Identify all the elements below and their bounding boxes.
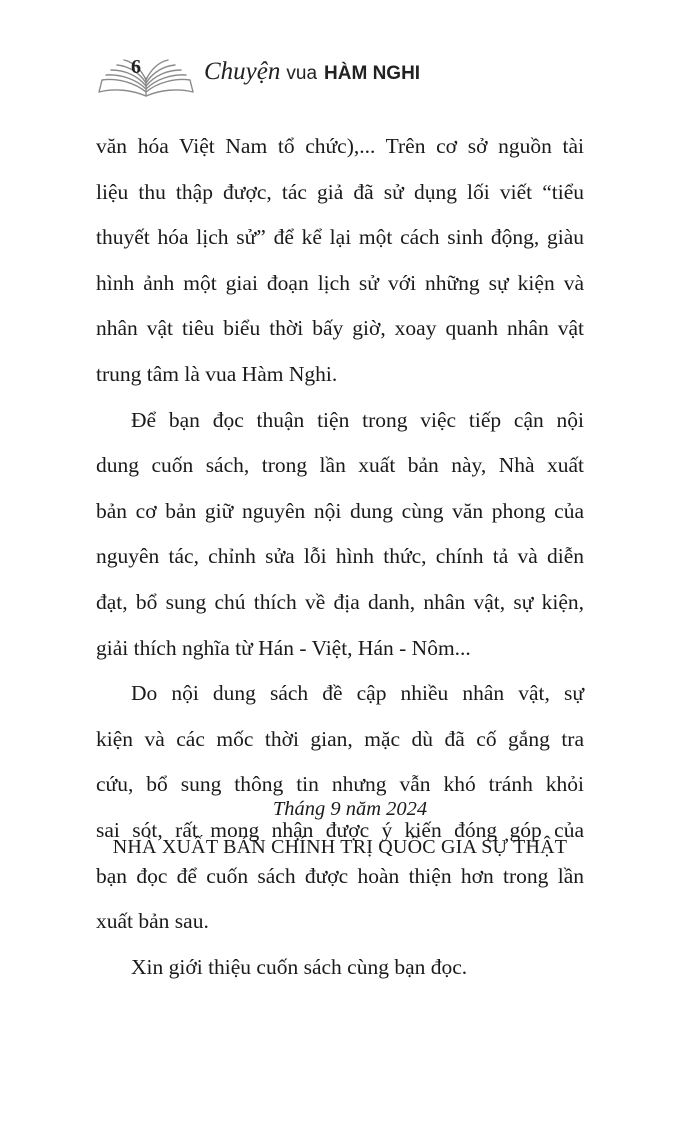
running-title — [204, 58, 420, 86]
paragraph — [96, 398, 584, 672]
text-line: Do nội dung sách đề cập nhiều nhân vật, sự — [131, 681, 584, 706]
text-line: xuất bản sau. — [96, 909, 209, 934]
open-book-icon — [96, 48, 196, 100]
text-line: liệu thu thập được, tác giả đã sử dụng lối viết “tiểu — [96, 179, 584, 204]
text-line: trung tâm là vua Hàm Nghi. — [96, 361, 338, 386]
text-line: nguyên tác, chỉnh sửa lỗi hình thức, chính tả và diễn — [96, 544, 584, 569]
text-line: dung cuốn sách, trong lần xuất bản này, Nhà xuất — [96, 453, 584, 478]
text-line: hình ảnh một giai đoạn lịch sử với những sự kiện và — [96, 270, 584, 295]
text-line: văn hóa Việt Nam tổ chức),... Trên cơ sở nguồn tài — [96, 134, 584, 158]
running-title-bold: HÀM NGHI — [324, 63, 421, 84]
text-line: bản cơ bản giữ nguyên nội dung cùng văn phong của — [96, 498, 584, 523]
running-title-script: Chuyện — [204, 58, 281, 85]
paragraph — [96, 124, 584, 398]
text-line: giải thích nghĩa từ Hán - Việt, Hán - Nôm... — [96, 635, 471, 660]
paragraph — [96, 945, 584, 991]
text-line: nhân vật tiêu biểu thời bấy giờ, xoay quanh nhân vật — [96, 316, 584, 341]
signature-date: Tháng 9 năm 2024 — [272, 798, 428, 820]
text-line: thuyết hóa lịch sử” để kể lại một cách sinh động, giàu — [96, 225, 584, 250]
page-number: 6 — [131, 56, 141, 78]
signature-publisher: NHÀ XUẤT BẢN CHÍNH TRỊ QUỐC GIA SỰ THẬT — [112, 836, 568, 858]
running-title-plain: vua — [286, 63, 318, 84]
text-line: cứu, bổ sung thông tin nhưng vẫn khó tránh khỏi — [96, 772, 584, 797]
text-line: sai sót, rất mong nhận được ý kiến đóng góp của — [96, 817, 584, 842]
running-header — [96, 48, 576, 100]
text-line: kiện và các mốc thời gian, mặc dù đã cố gắng tra — [96, 726, 584, 751]
text-line: Để bạn đọc thuận tiện trong việc tiếp cận nội — [131, 407, 584, 432]
text-line: Xin giới thiệu cuốn sách cùng bạn đọc. — [131, 954, 468, 979]
text-line: bạn đọc để cuốn sách được hoàn thiện hơn trong lần — [96, 863, 584, 888]
signature-block — [96, 790, 584, 866]
text-line: đạt, bổ sung chú thích về địa danh, nhân vật, sự kiện, — [96, 589, 584, 614]
